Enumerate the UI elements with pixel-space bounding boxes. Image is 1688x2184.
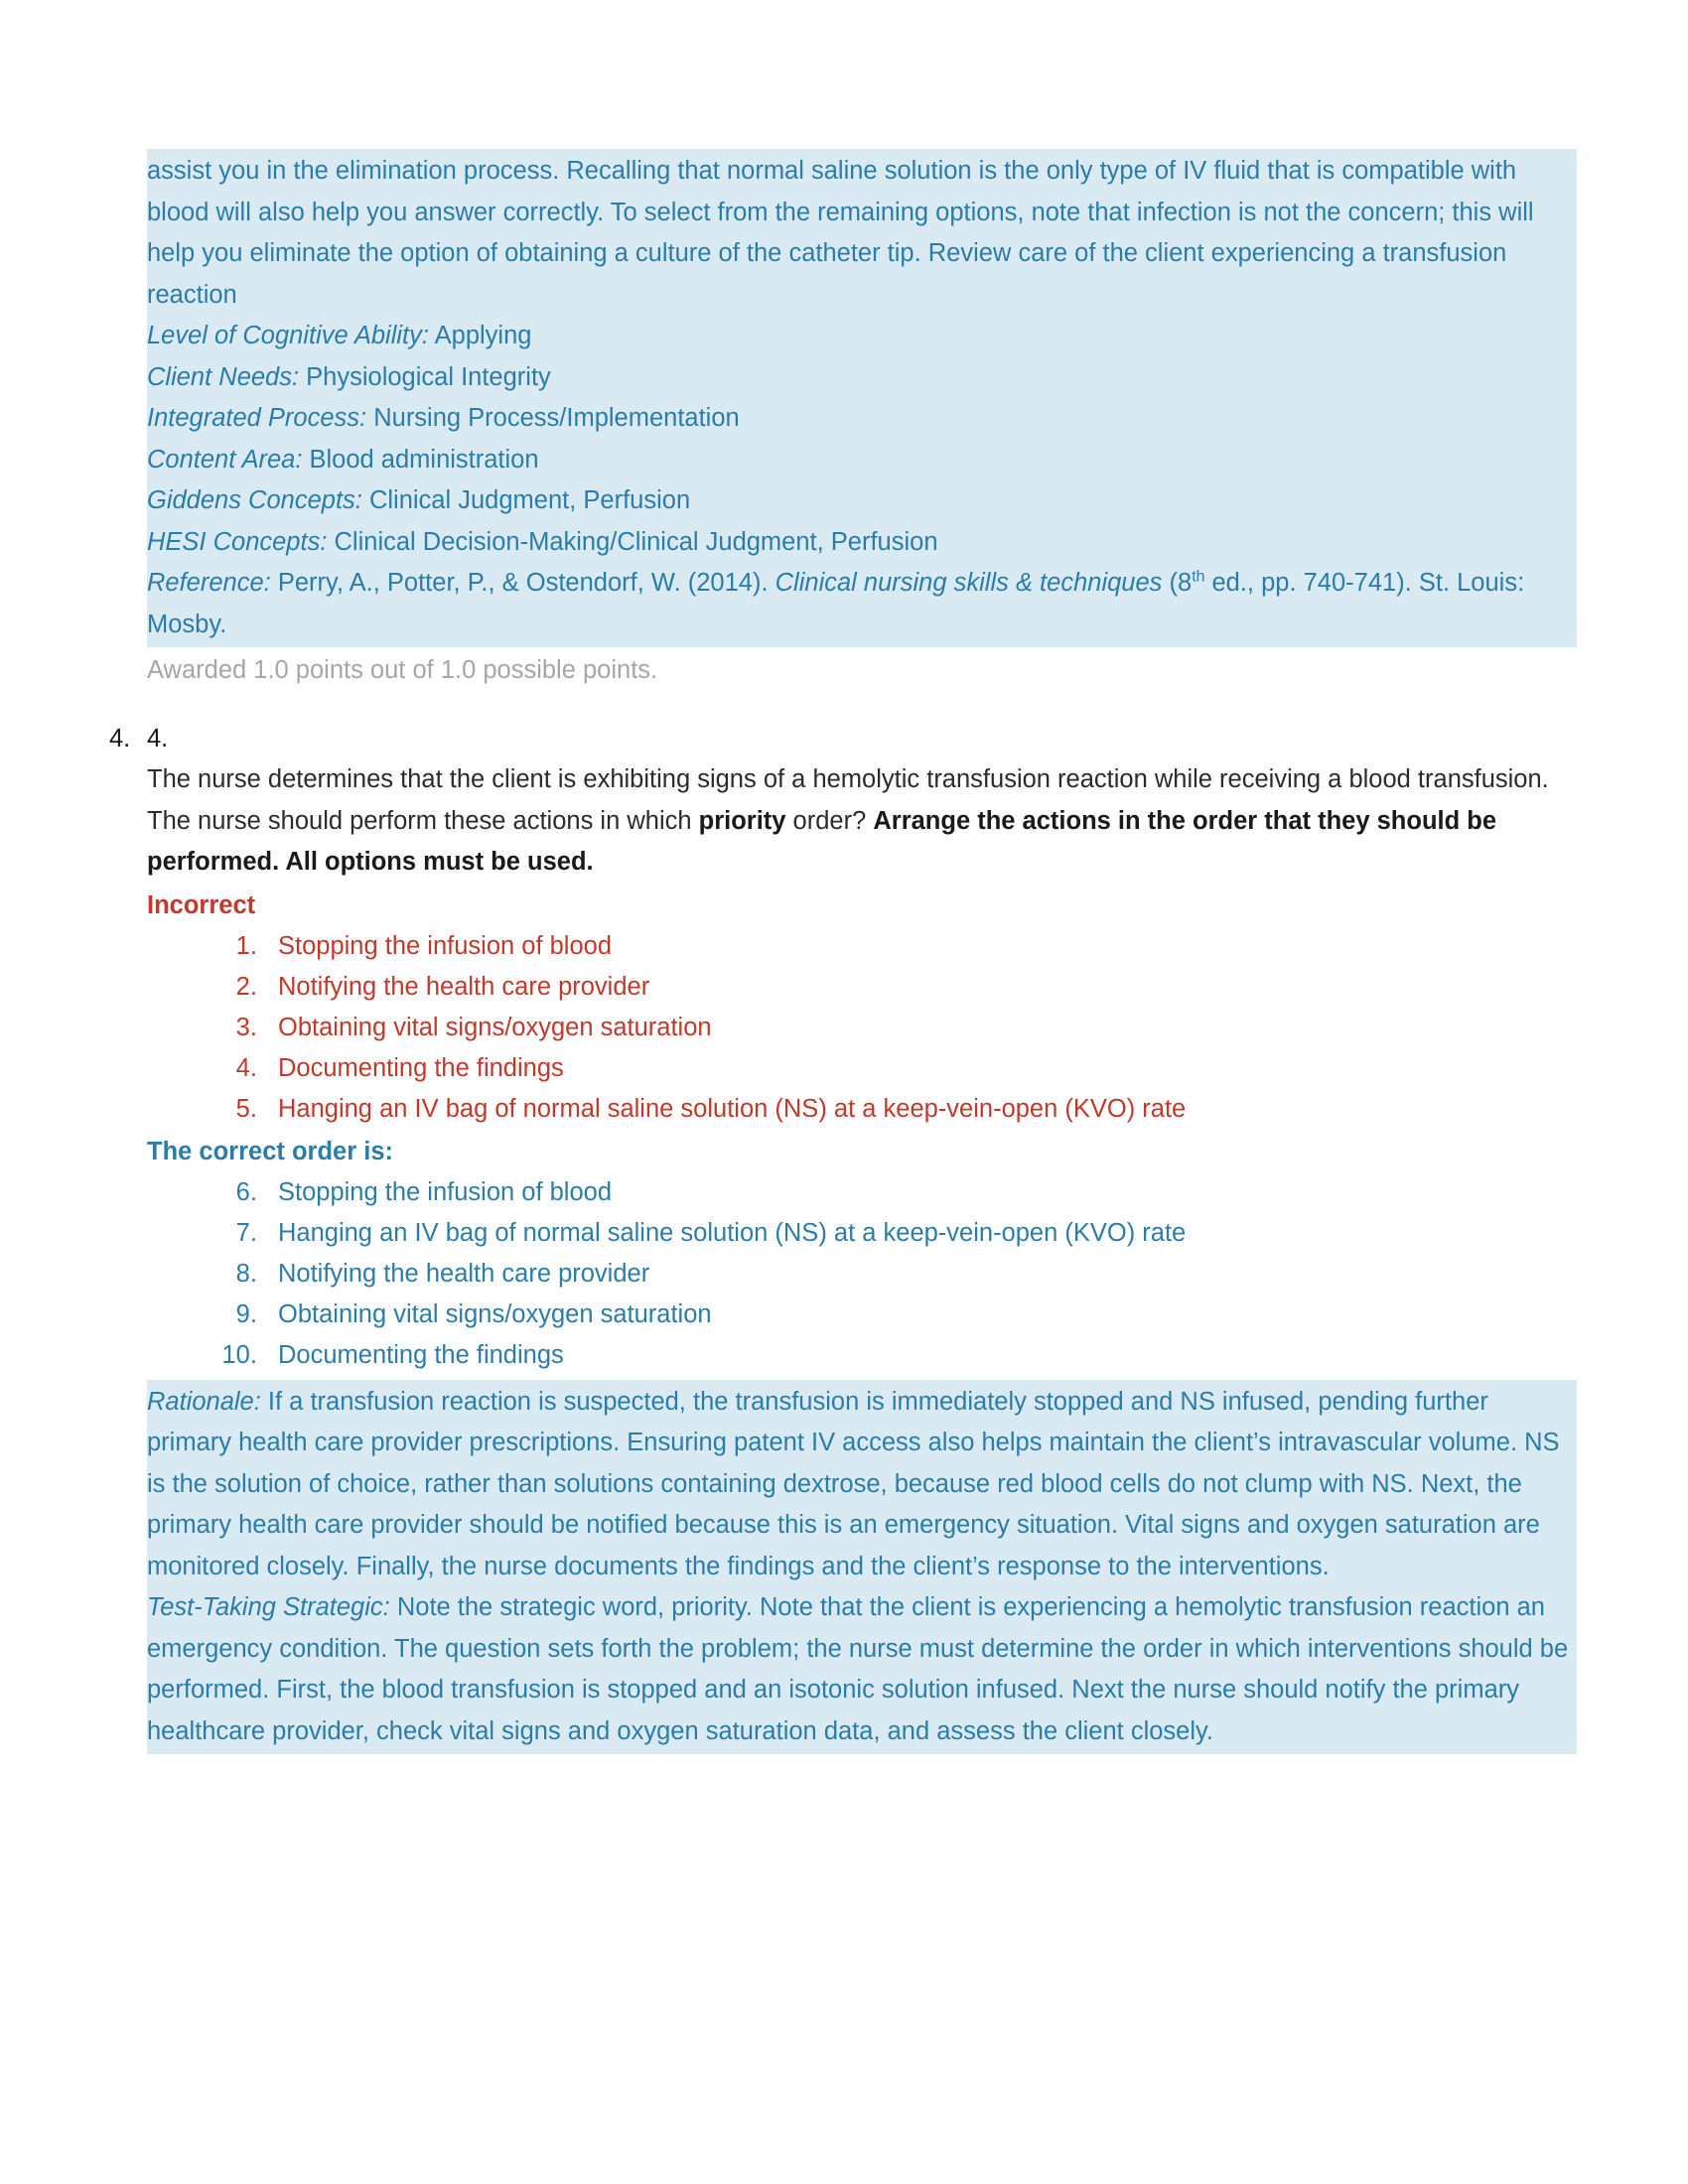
question-block (109, 719, 1577, 1754)
status-badge-incorrect: Incorrect (147, 890, 256, 919)
reference-label: Reference: (147, 569, 271, 597)
reference-authors: Perry, A., Potter, P., & Ostendorf, W. (2014). (277, 569, 769, 597)
question-stem-priority: priority (698, 806, 786, 835)
meta-value: Nursing Process/Implementation (373, 404, 740, 432)
meta-label: Client Needs: (147, 362, 300, 391)
reference-title: Clinical nursing skills & techniques (774, 569, 1163, 597)
list-item[interactable]: 7. Hanging an IV bag of normal saline solution (NS) at a keep-vein-open (KVO) rate (264, 1213, 1577, 1254)
reference-edition-suffix: ed., pp. 740-741). St. Louis: Mosby. (147, 569, 1525, 638)
list-item[interactable]: 10. Documenting the findings (264, 1335, 1577, 1376)
reference-edition-prefix: (8 (1169, 569, 1193, 597)
test-taking-paragraph (147, 1587, 1573, 1752)
meta-line-content-area (147, 440, 1573, 481)
question-stem-part1: The nurse determines that the client is exhibiting signs of a hemolytic transfusion reaction while receiving a blood transfusion. The nurse should perform these actions in which (147, 765, 1549, 835)
rationale-paragraph (147, 1382, 1573, 1588)
meta-line-client-needs (147, 357, 1573, 399)
rationale-text: If a transfusion reaction is suspected, the transfusion is immediately stopped and NS infused, pending further primary health care provider prescriptions. Ensuring patent IV access also helps maintain the client’s intravascular volume. NS is the solution of choice, rather than solutions containing dextrose, because red blood cells do not clump with NS. Next, the primary health care provider should be notified because this is an emergency situation. Vital signs and oxygen saturation are monitored closely. Finally, the nurse documents the findings and the client’s response to the interventions. (147, 1387, 1560, 1580)
meta-value: Physiological Integrity (306, 362, 551, 391)
question-inner-number: 4. (147, 725, 169, 752)
incorrect-answer-list (147, 926, 1577, 1130)
meta-line-hesi-concepts (147, 522, 1573, 564)
correct-answer-list (147, 1172, 1577, 1376)
meta-label: HESI Concepts: (147, 527, 328, 556)
question-stem-instruction: Arrange the actions in the order that they should be performed. All options must be used. (147, 806, 1497, 876)
rationale-label: Rationale: (147, 1387, 261, 1416)
rationale-block (147, 1380, 1577, 1755)
test-taking-text: Note the strategic word, priority. Note that the client is experiencing a hemolytic transfusion reaction an emergency condition. The question sets forth the problem; the nurse must determine the order in which interventions should be performed. First, the blood transfusion is stopped and an isotonic solution infused. Next the nurse should notify the primary healthcare provider, check vital signs and oxygen saturation data, and assess the client closely. (147, 1593, 1569, 1745)
test-taking-label: Test-Taking Strategic: (147, 1593, 390, 1621)
list-item[interactable]: 1. Stopping the infusion of blood (264, 926, 1577, 967)
meta-label: Integrated Process: (147, 404, 367, 432)
list-item[interactable]: 8. Notifying the health care provider (264, 1254, 1577, 1295)
meta-value: Applying (434, 322, 532, 349)
reference-edition-ordinal: th (1192, 568, 1205, 586)
question-stem (147, 759, 1577, 884)
meta-value: Clinical Judgment, Perfusion (368, 486, 691, 514)
list-item[interactable]: 2. Notifying the health care provider (264, 967, 1577, 1008)
document-body (109, 149, 1577, 1754)
list-item[interactable]: 6. Stopping the infusion of blood (264, 1172, 1577, 1213)
meta-label: Level of Cognitive Ability: (147, 322, 429, 349)
meta-value: Blood administration (309, 445, 539, 474)
correct-order-heading: The correct order is: (147, 1137, 393, 1165)
meta-label: Giddens Concepts: (147, 486, 362, 514)
question-stem-part2: order? (785, 806, 874, 835)
list-item[interactable]: 5. Hanging an IV bag of normal saline solution (NS) at a keep-vein-open (KVO) rate (264, 1089, 1577, 1130)
question-outer-number: 4. (109, 725, 131, 752)
meta-line-integrated-process (147, 398, 1573, 440)
list-item[interactable]: 4. Documenting the findings (264, 1048, 1577, 1089)
awarded-points-text: Awarded 1.0 points out of 1.0 possible points. (147, 656, 658, 684)
meta-value: Clinical Decision-Making/Clinical Judgment, Perfusion (334, 527, 938, 556)
explanation-paragraph: assist you in the elimination process. Recalling that normal saline solution is the only type of IV fluid that is compatible with blood will also help you answer correctly. To select from the remaining options, note that infection is not the concern; this will help you eliminate the option of obtaining a culture of the catheter tip. Review care of the client experiencing a transfusion reaction (147, 157, 1534, 309)
explanation-block (147, 149, 1577, 647)
meta-line-reference (147, 563, 1573, 645)
meta-label: Content Area: (147, 445, 303, 474)
list-item[interactable]: 3. Obtaining vital signs/oxygen saturation (264, 1008, 1577, 1048)
list-item[interactable]: 9. Obtaining vital signs/oxygen saturation (264, 1295, 1577, 1335)
meta-line-cognitive-ability (147, 316, 1573, 357)
meta-line-giddens-concepts (147, 480, 1573, 522)
